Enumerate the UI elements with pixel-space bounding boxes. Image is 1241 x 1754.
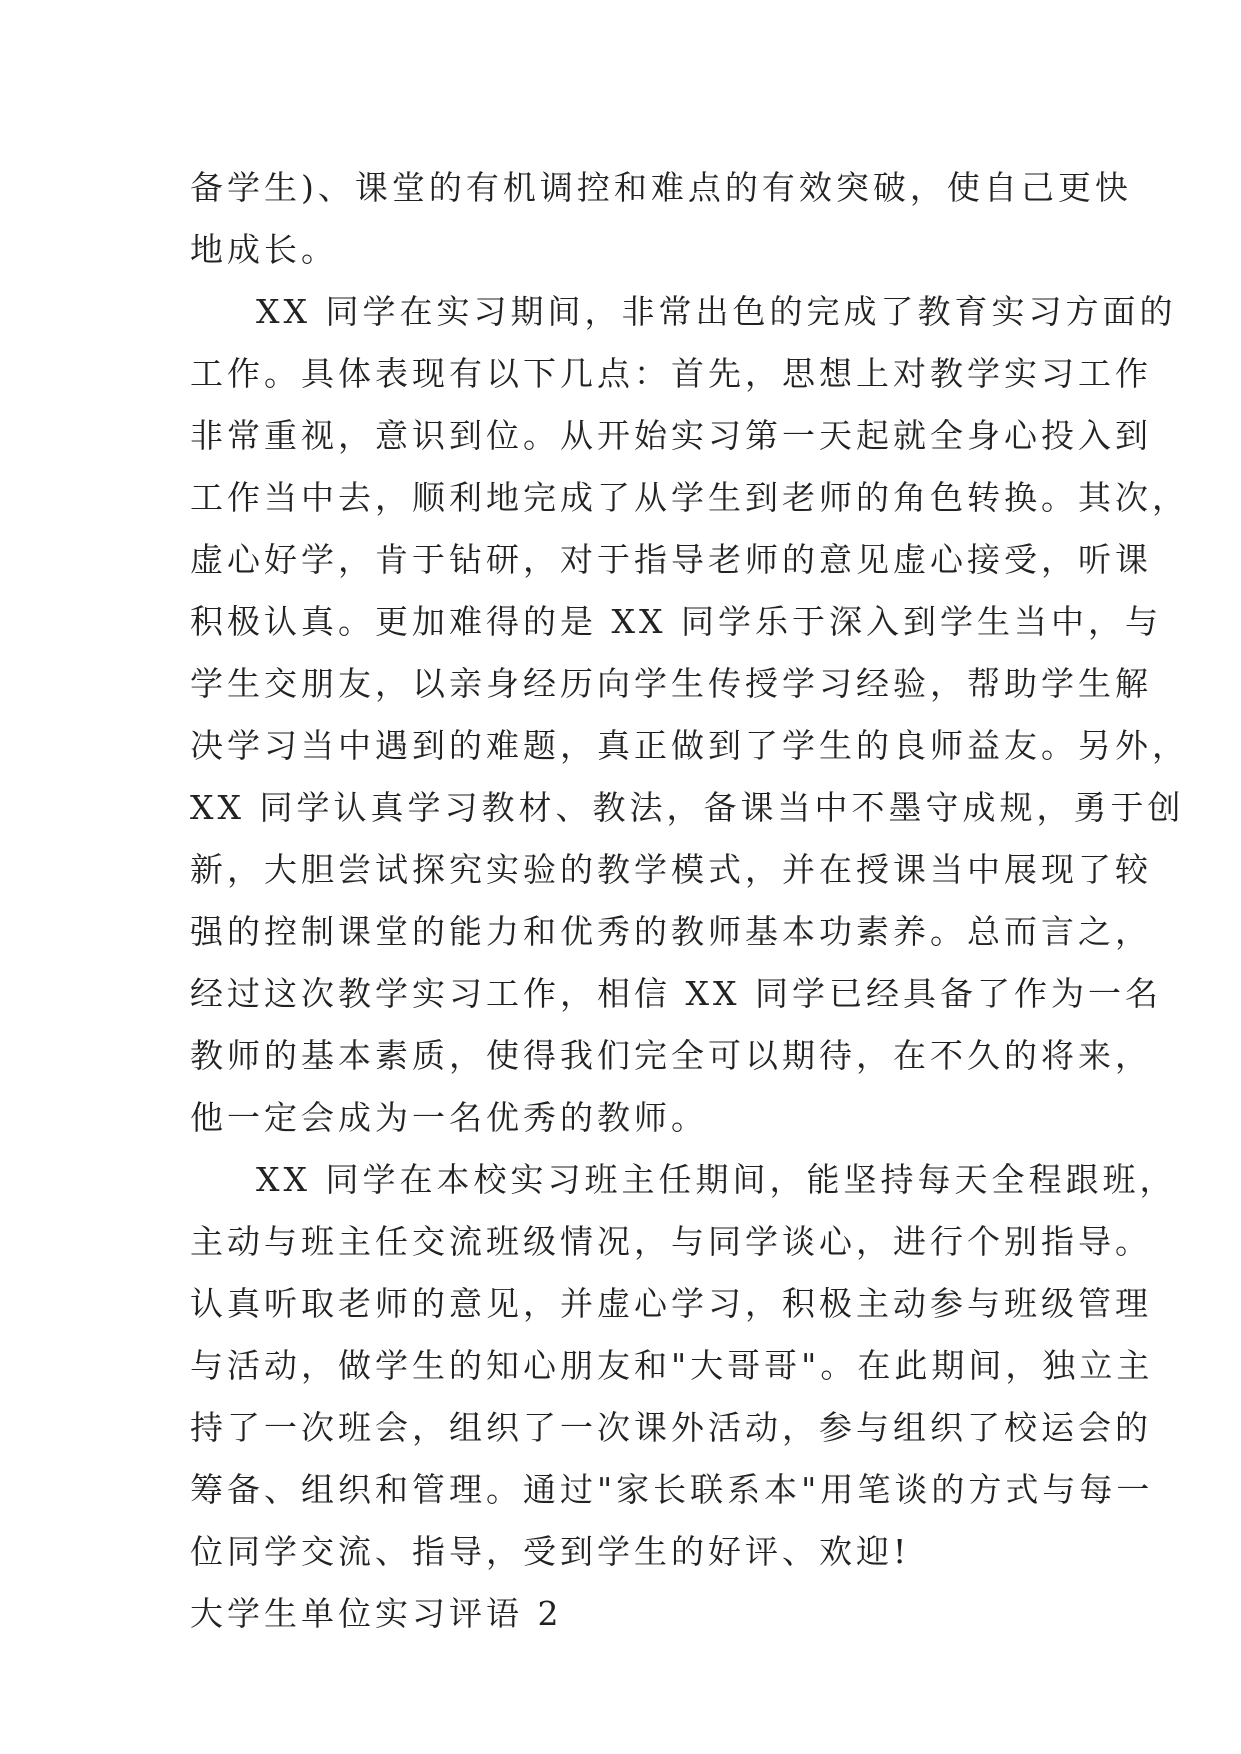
paragraph-start-line: XX 同学在实习期间，非常出色的完成了教育实习方面的 (256, 292, 1177, 331)
text-line: 决学习当中遇到的难题，真正做到了学生的良师益友。另外， (190, 726, 1189, 765)
text-line: 认真听取老师的意见，并虚心学习，积极主动参与班级管理 (190, 1284, 1152, 1323)
text-line: 学生交朋友，以亲身经历向学生传授学习经验，帮助学生解 (190, 664, 1152, 703)
text-line: 工作。具体表现有以下几点：首先，思想上对教学实习工作 (190, 354, 1152, 393)
text-line: 工作当中去，顺利地完成了从学生到老师的角色转换。其次， (190, 478, 1189, 517)
text-line: XX 同学认真学习教材、教法，备课当中不墨守成规，勇于创 (190, 788, 1185, 827)
text-line: 筹备、组织和管理。通过"家长联系本"用笔谈的方式与每一 (190, 1470, 1154, 1509)
text-line: 与活动，做学生的知心朋友和"大哥哥"。在此期间，独立主 (190, 1346, 1154, 1385)
section-heading: 大学生单位实习评语 2 (190, 1594, 563, 1633)
paragraph-start-line: XX 同学在本校实习班主任期间，能坚持每天全程跟班， (256, 1160, 1177, 1199)
text-line: 经过这次教学实习工作，相信 XX 同学已经具备了作为一名 (190, 974, 1162, 1013)
text-line: 教师的基本素质，使得我们完全可以期待，在不久的将来， (190, 1036, 1152, 1075)
text-line: 非常重视，意识到位。从开始实习第一天起就全身心投入到 (190, 416, 1152, 455)
text-line: 主动与班主任交流班级情况，与同学谈心，进行个别指导。 (190, 1222, 1152, 1261)
text-line: 备学生)、课堂的有机调控和难点的有效突破，使自己更快 (190, 168, 1132, 207)
text-line: 持了一次班会，组织了一次课外活动，参与组织了校运会的 (190, 1408, 1152, 1447)
text-line: 他一定会成为一名优秀的教师。 (190, 1098, 708, 1137)
text-line: 虚心好学，肯于钻研，对于指导老师的意见虚心接受，听课 (190, 540, 1152, 579)
text-line: 积极认真。更加难得的是 XX 同学乐于深入到学生当中，与 (190, 602, 1162, 641)
text-line: 地成长。 (190, 230, 338, 269)
text-line: 强的控制课堂的能力和优秀的教师基本功素养。总而言之， (190, 912, 1152, 951)
text-line: 新，大胆尝试探究实验的教学模式，并在授课当中展现了较 (190, 850, 1152, 889)
text-line: 位同学交流、指导，受到学生的好评、欢迎! (190, 1532, 911, 1571)
